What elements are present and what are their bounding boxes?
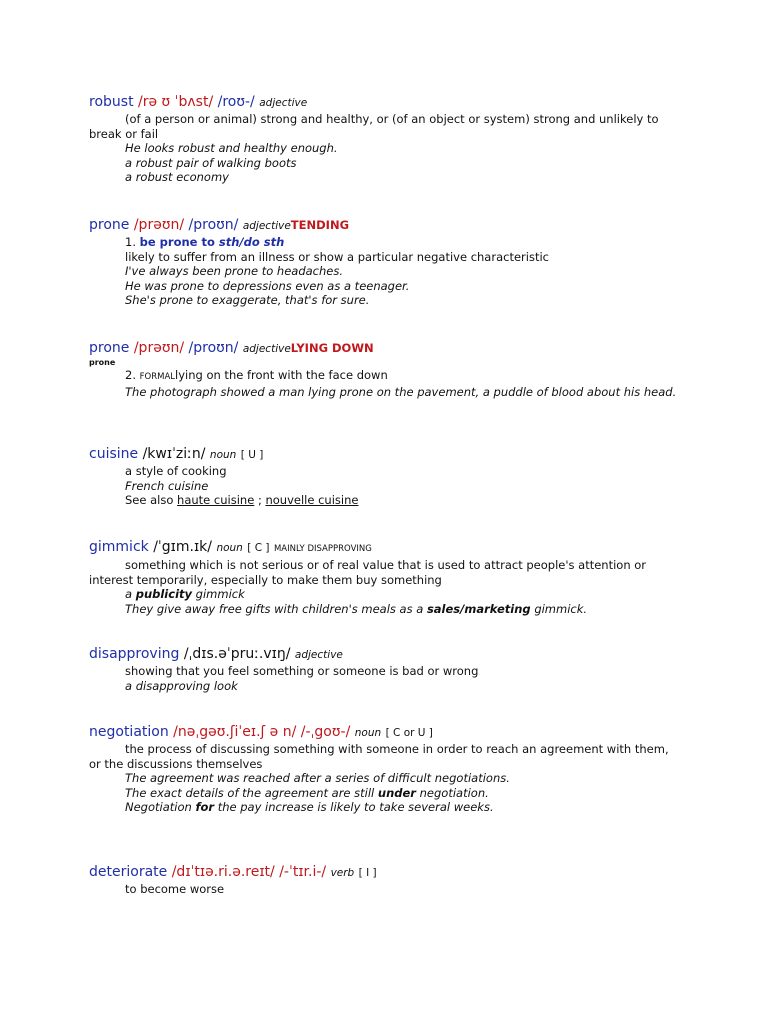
example: a publicity gimmick <box>125 587 245 601</box>
example: a disapproving look <box>125 678 238 693</box>
entry-gimmick <box>89 538 679 616</box>
pronunciation-uk: /dɪˈtɪə.ri.ə.reɪt/ <box>171 864 275 880</box>
entry-headline <box>89 538 679 558</box>
definition: a style of cooking <box>125 464 227 478</box>
grammar-code: [ C ] <box>247 542 270 554</box>
pronunciation: /ˈgɪm.ɪk/ <box>153 539 212 555</box>
entry-headline <box>89 339 679 358</box>
headword: prone <box>89 340 130 356</box>
pronunciation-uk: /prəʊn/ <box>133 340 185 356</box>
register-label: FORMAL <box>139 372 176 382</box>
example: They give away free gifts with children's meals as a sales/marketing gimmick. <box>125 601 588 616</box>
sense-phrase <box>89 235 679 250</box>
example: He was prone to depressions even as a teenager. <box>125 278 410 293</box>
entry-headline <box>89 93 679 112</box>
pronunciation-uk: /nəˌgəʊ.ʃiˈeɪ.ʃ ə n/ <box>173 724 297 740</box>
definition: the process of discussing something with someone in order to reach an agreement with them, or the discussions themselves <box>89 742 669 771</box>
entry-headline <box>89 863 679 882</box>
headword: negotiation <box>89 724 169 740</box>
part-of-speech: adjective <box>259 97 308 109</box>
see-also: See also haute cuisine ; nouvelle cuisine <box>125 493 359 507</box>
entry-prone-tending <box>89 216 679 308</box>
sense-number: 1. <box>125 235 136 249</box>
example: The photograph showed a man lying prone on the pavement, a puddle of blood about his head. <box>125 384 677 399</box>
entry-robust <box>89 93 679 185</box>
grammar-code: [ U ] <box>240 449 264 461</box>
example: French cuisine <box>125 478 209 493</box>
sense-label: LYING DOWN <box>290 341 374 355</box>
part-of-speech: adjective <box>294 649 343 661</box>
headword: prone <box>89 217 130 233</box>
headword: cuisine <box>89 446 139 462</box>
part-of-speech: noun <box>216 542 243 554</box>
pronunciation-us: /roʊ-/ <box>217 94 255 110</box>
example: a robust economy <box>125 170 229 184</box>
definition: to become worse <box>125 882 225 896</box>
definition: showing that you feel something or someone is bad or wrong <box>125 664 479 678</box>
pronunciation-us: /-ˌgoʊ-/ <box>300 724 351 740</box>
part-of-speech: adjective <box>242 343 291 355</box>
entry-headline <box>89 723 679 742</box>
headword: robust <box>89 94 134 110</box>
phrase: be prone to sth/do sth <box>139 235 285 249</box>
pronunciation-uk: /rə ʊ ˈbʌst/ <box>138 94 214 110</box>
pronunciation: /ˌdɪs.əˈpruː.vɪŋ/ <box>183 646 291 662</box>
example: a robust pair of walking boots <box>125 155 297 170</box>
entry-headline <box>89 216 679 235</box>
grammar-code: [ C or U ] <box>385 727 433 739</box>
pronunciation-uk: /prəʊn/ <box>133 217 185 233</box>
definition: likely to suffer from an illness or show a particular negative characteristic <box>125 249 549 264</box>
pronunciation-us: /proʊn/ <box>188 217 239 233</box>
example: I've always been prone to headaches. <box>125 264 344 278</box>
example: He looks robust and healthy enough. <box>125 141 338 155</box>
pronunciation: /kwɪˈziːn/ <box>142 446 206 462</box>
entry-negotiation <box>89 723 679 815</box>
example: Negotiation for the pay increase is likely to take several weeks. <box>125 800 494 814</box>
see-also-link[interactable]: nouvelle cuisine <box>265 493 359 507</box>
pronunciation-us: /-ˈtɪr.i-/ <box>279 864 327 880</box>
example: She's prone to exaggerate, that's for sure. <box>125 293 370 307</box>
see-also-link[interactable]: haute cuisine <box>177 493 255 507</box>
headword: gimmick <box>89 539 149 555</box>
entry-deteriorate <box>89 863 679 897</box>
example: The exact details of the agreement are still under negotiation. <box>125 785 489 800</box>
headword: deteriorate <box>89 864 168 880</box>
grammar-code: [ I ] <box>358 867 377 879</box>
entry-prone-lying-down <box>89 339 679 399</box>
part-of-speech: noun <box>209 449 237 461</box>
entry-headline <box>89 645 679 664</box>
sense-label: TENDING <box>290 218 350 232</box>
headword: disapproving <box>89 646 180 662</box>
subword: prone <box>89 358 116 367</box>
part-of-speech: verb <box>330 867 355 879</box>
entry-cuisine <box>89 445 679 508</box>
definition: (of a person or animal) strong and healthy, or (of an object or system) strong and unlikely to break or fail <box>89 112 659 141</box>
example: The agreement was reached after a series of difficult negotiations. <box>125 771 510 785</box>
part-of-speech: noun <box>354 727 382 739</box>
definition: something which is not serious or of real value that is used to attract people's attention or interest temporarily, especially to make them buy something <box>89 558 647 587</box>
pronunciation-us: /proʊn/ <box>188 340 239 356</box>
part-of-speech: adjective <box>242 220 291 232</box>
definition: 2. FORMALlying on the front with the face down <box>125 368 388 382</box>
register-label: MAINLY DISAPPROVING <box>273 544 372 554</box>
entry-headline <box>89 445 679 464</box>
sense-number: 2. <box>125 368 136 382</box>
entry-disapproving <box>89 645 679 693</box>
